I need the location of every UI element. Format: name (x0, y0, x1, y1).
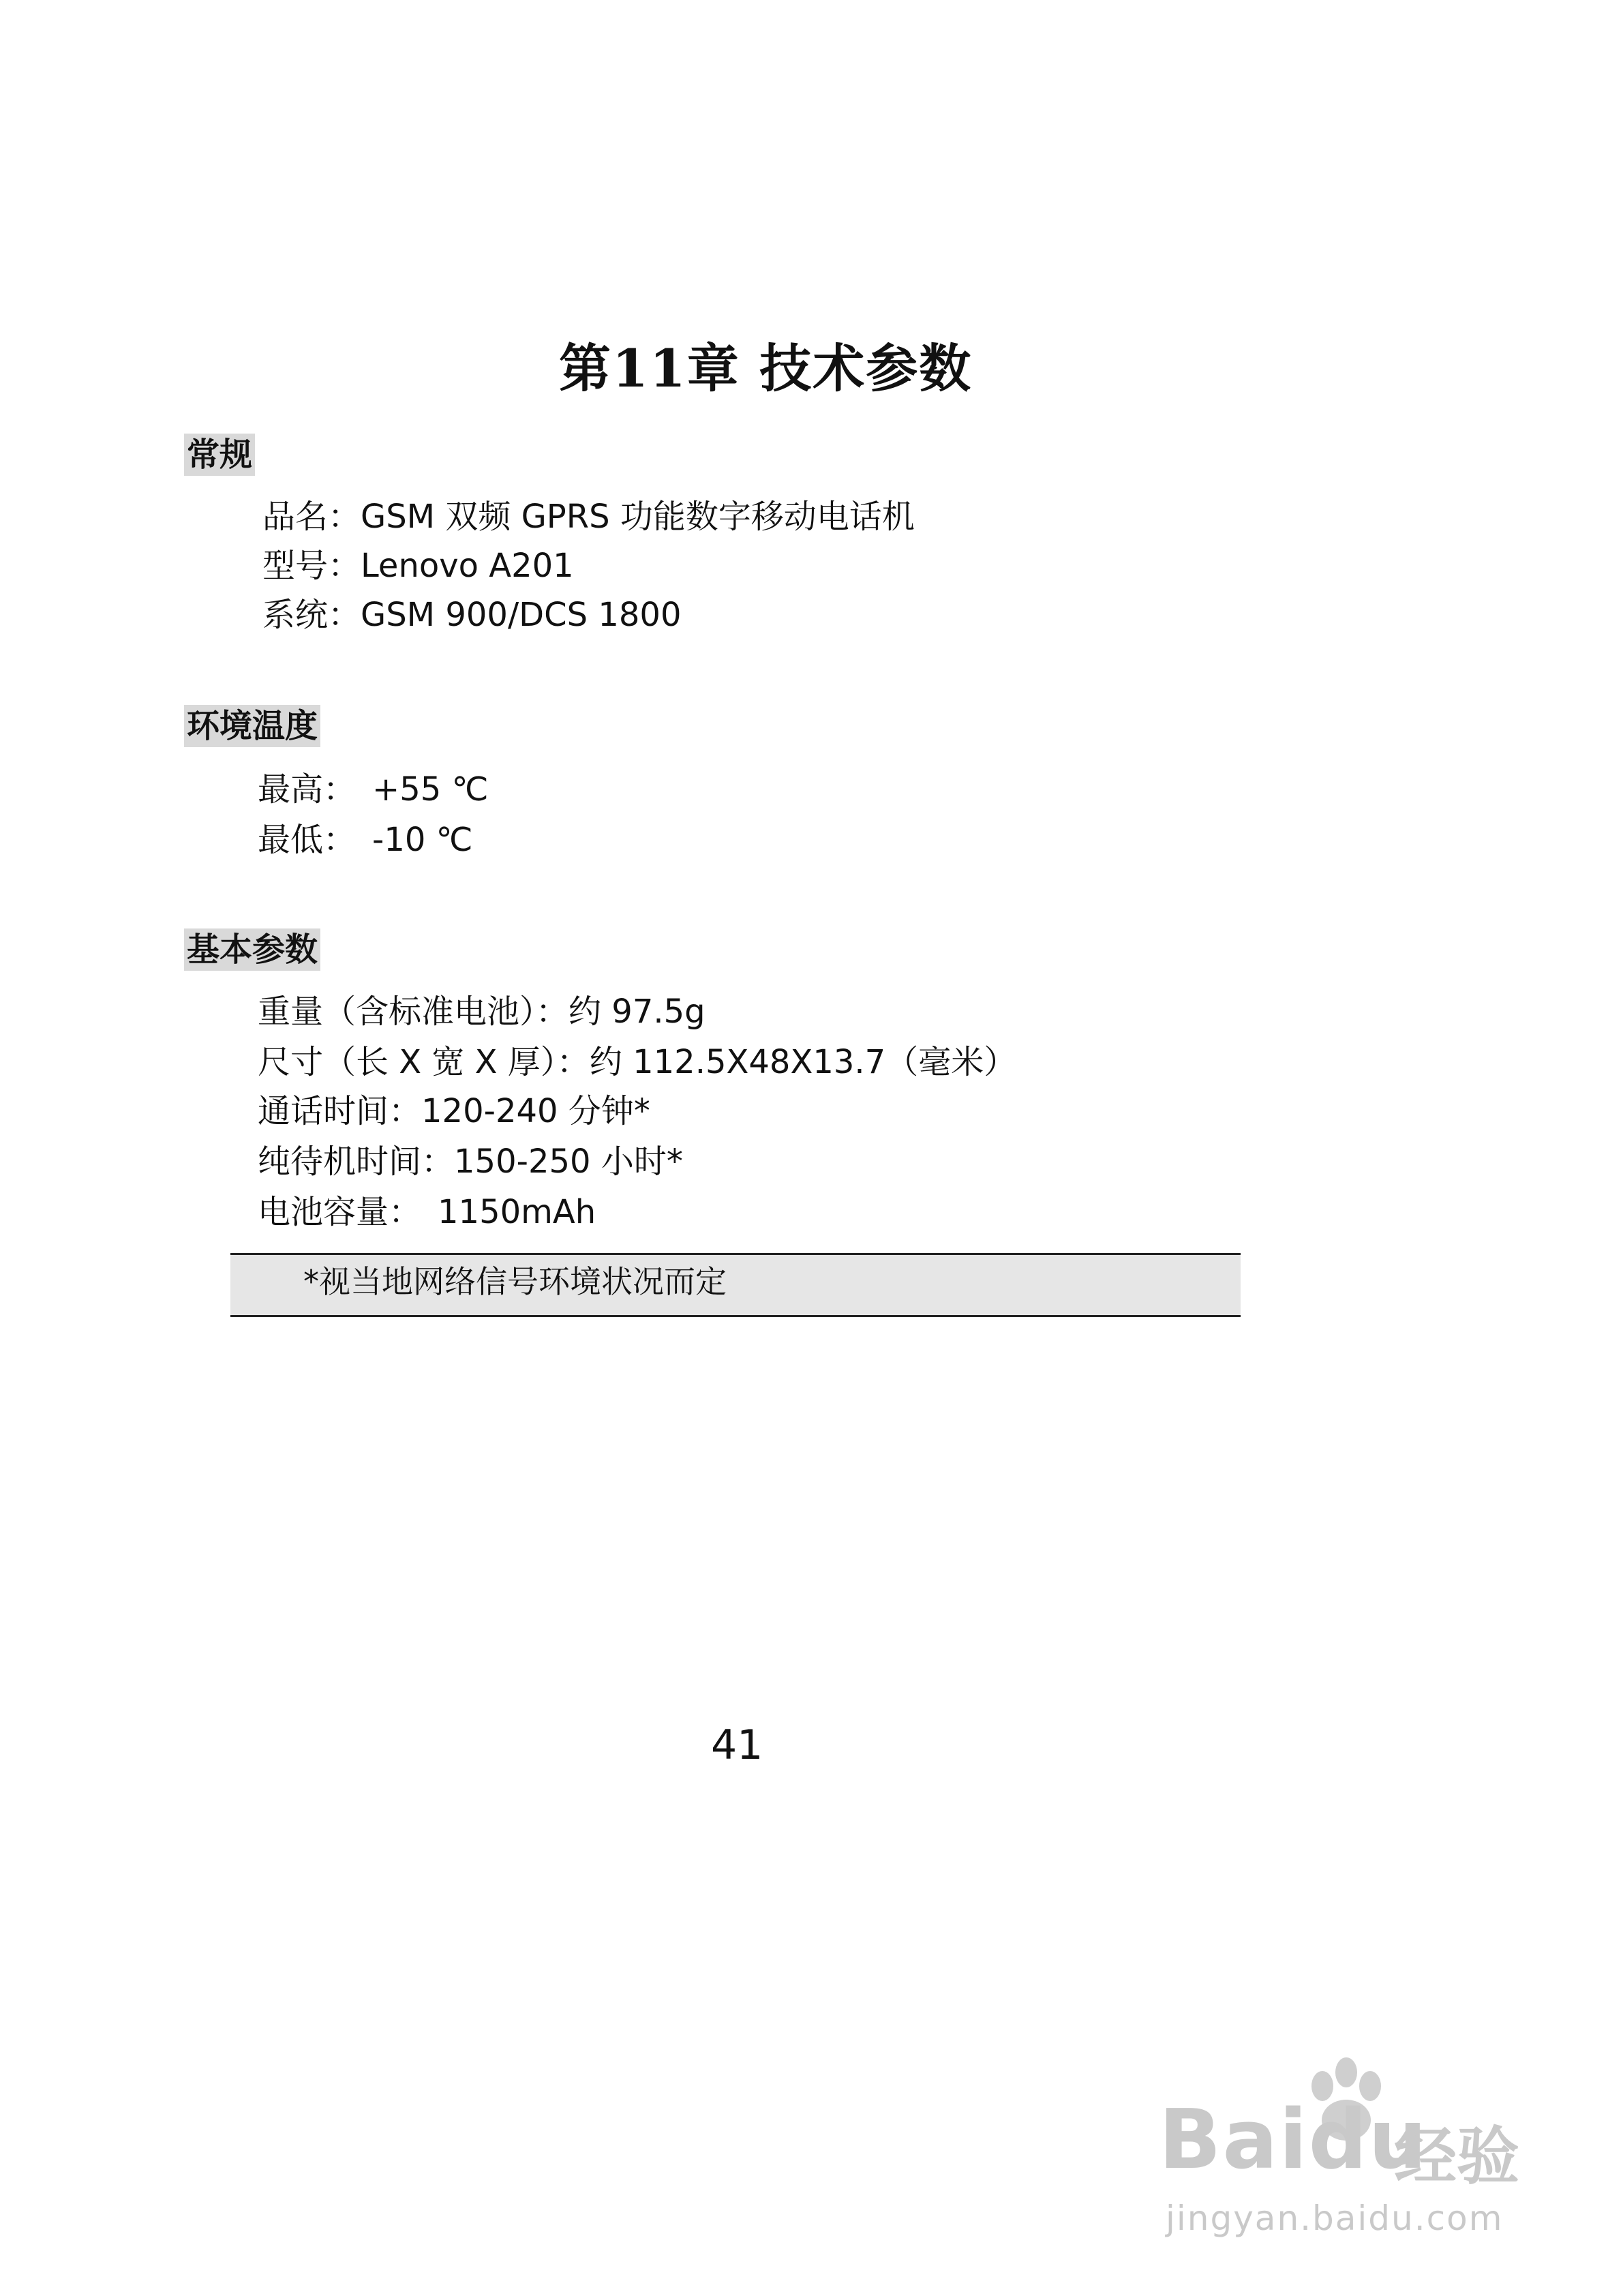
spec-label: 纯待机时间： (258, 1143, 455, 1181)
spec-row-weight (258, 991, 706, 1032)
spec-row-model (262, 545, 574, 586)
spec-value: 1150mAh (438, 1193, 596, 1231)
spec-label: 品名： (262, 498, 361, 536)
spec-value: 约 112.5X48X13.7（毫米） (589, 1043, 1017, 1081)
baidu-jingyan-watermark (1159, 2079, 1541, 2256)
spec-value: GSM 900/DCS 1800 (361, 596, 682, 634)
section-heading-temperature: 环境温度 (184, 705, 320, 747)
spec-row-dimensions (258, 1042, 1016, 1083)
section-heading-general: 常规 (184, 434, 255, 476)
spec-value: 约 97.5g (568, 993, 706, 1031)
spec-label: 最低： (258, 821, 357, 859)
spec-label: 重量（含标准电池）： (258, 993, 569, 1031)
spec-value: 150-250 小时* (454, 1143, 683, 1181)
section-heading-basic: 基本参数 (184, 928, 320, 971)
spec-label: 系统： (262, 596, 361, 634)
spec-row-max-temp (258, 769, 488, 810)
page-title: 第11章 技术参数 (559, 338, 973, 399)
spec-value: Lenovo A201 (361, 547, 574, 585)
spec-row-min-temp (258, 819, 473, 860)
spec-value: +55 ℃ (372, 770, 489, 809)
spec-label: 通话时间： (258, 1092, 422, 1130)
watermark-logo-cn: 经验 (1394, 2120, 1520, 2193)
spec-value: GSM 双频 GPRS 功能数字移动电话机 (361, 498, 915, 536)
spec-row-standby-time (258, 1141, 683, 1182)
spec-value: -10 ℃ (372, 821, 473, 859)
watermark-url: jingyan.baidu.com (1166, 2199, 1504, 2238)
spec-label: 型号： (262, 547, 361, 585)
spec-row-system (262, 594, 682, 635)
spec-row-battery (258, 1192, 596, 1233)
spec-row-talk-time (258, 1091, 650, 1132)
watermark-logo: Baidu (1159, 2093, 1428, 2188)
footnote-text: *视当地网络信号环境状况而定 (303, 1263, 727, 1300)
spec-label: 电池容量： (258, 1193, 422, 1231)
spec-label: 尺寸（长 X 宽 X 厚）： (258, 1043, 590, 1081)
spec-label: 最高： (258, 770, 357, 809)
spec-row-product-name (262, 496, 915, 537)
spec-value: 120-240 分钟* (421, 1092, 650, 1130)
page-number: 41 (711, 1721, 763, 1769)
